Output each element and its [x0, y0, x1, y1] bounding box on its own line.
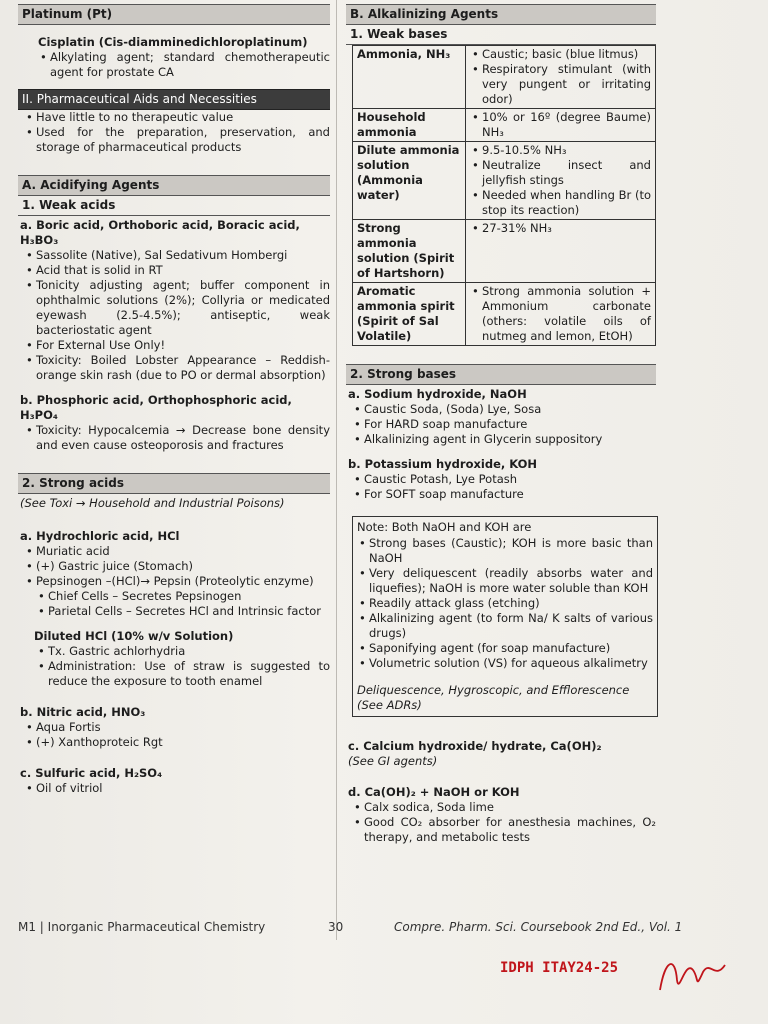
list-item: • Acid that is solid in RT: [36, 263, 330, 278]
list-item: • For External Use Only!: [36, 338, 330, 353]
base-name-cell: Dilute ammonia solution (Ammonia water): [353, 142, 466, 220]
caoh-note: (See GI agents): [348, 753, 438, 768]
list-item: • Administration: Use of straw is suggested to reduce the exposure to tooth enamel: [48, 659, 330, 689]
footer-course: M1 | Inorganic Pharmaceutical Chemistry: [18, 920, 266, 934]
phosphoric-title: b. Phosphoric acid, Orthophosphoric acid, H₃PO₄: [20, 393, 292, 422]
koh-title: b. Potassium hydroxide, KOH: [348, 457, 538, 471]
base-details-cell: [466, 46, 656, 109]
list-item: • Toxicity: Hypocalcemia → Decrease bone density and even cause osteoporosis and fractures: [36, 423, 330, 453]
footer-book: Compre. Pharm. Sci. Coursebook 2nd Ed., Vol. 1: [394, 920, 683, 934]
list-item: • Calx sodica, Soda lime: [364, 800, 656, 815]
hcl-title: a. Hydrochloric acid, HCl: [20, 529, 180, 543]
list-item: • Strong ammonia solution + Ammonium carbonate (others: volatile oils of nutmeg and lemon, EtOH): [482, 284, 651, 344]
dilute-hcl-title: Diluted HCl (10% w/v Solution): [34, 629, 234, 643]
table-row: [353, 142, 656, 220]
base-name-cell: Aromatic ammonia spirit (Spirit of Sal Volatile): [353, 283, 466, 346]
caoh-title: c. Calcium hydroxide/ hydrate, Ca(OH)₂: [348, 738, 602, 753]
footer-page-number: 30: [328, 920, 344, 934]
mix-title: d. Ca(OH)₂ + NaOH or KOH: [348, 784, 520, 799]
list-item: • Aqua Fortis: [36, 720, 330, 735]
base-name-cell: Strong ammonia solution (Spirit of Hartshorn): [353, 220, 466, 283]
note-footer: Deliquescence, Hygroscopic, and Efflorescence (See ADRs): [357, 682, 630, 712]
table-row: [353, 109, 656, 142]
list-item: • Oil of vitriol: [36, 781, 330, 796]
left-column: [18, 4, 330, 796]
list-item: • Needed when handling Br (to stop its reaction): [482, 188, 651, 218]
mix-list: [346, 800, 656, 845]
list-item: • Muriatic acid: [36, 544, 330, 559]
list-item: • Good CO₂ absorber for anesthesia machines, O₂ therapy, and metabolic tests: [364, 815, 656, 845]
list-item: • For SOFT soap manufacture: [364, 487, 656, 502]
base-details-cell: [466, 142, 656, 220]
list-item: • Sassolite (Native), Sal Sedativum Hombergi: [36, 248, 330, 263]
handwritten-note: IDPH ITAY24-25: [500, 960, 619, 976]
right-column: [346, 4, 656, 845]
list-item: • Parietal Cells – Secretes HCl and Intrinsic factor: [48, 604, 330, 619]
list-item: • Tonicity adjusting agent; buffer component in ophthalmic solutions (2%); Collyria or medicated eyewash (2.5-4.5%); antiseptic, weak bacteriostatic agent: [36, 278, 330, 338]
base-details-cell: [466, 109, 656, 142]
weak-bases-table: [352, 45, 656, 346]
list-item: • 9.5-10.5% NH₃: [482, 143, 651, 158]
list-item: • Toxicity: Boiled Lobster Appearance – Reddish-orange skin rash (due to PO or dermal absorption): [36, 353, 330, 383]
note-title: Note: Both NaOH and KOH are: [357, 520, 532, 534]
nitric-title: b. Nitric acid, HNO₃: [20, 705, 146, 719]
strong-acids-heading: 2. Strong acids: [18, 473, 330, 494]
platinum-header: Platinum (Pt): [18, 4, 330, 25]
alkalinizing-header: B. Alkalinizing Agents: [346, 4, 656, 25]
cisplatin-list: [18, 50, 330, 80]
list-item: • For HARD soap manufacture: [364, 417, 656, 432]
list-item: • Pepsinogen –(HCl)→ Pepsin (Proteolytic enzyme): [36, 574, 330, 589]
sulfuric-title: c. Sulfuric acid, H₂SO₄: [20, 766, 163, 780]
weak-acids-heading: 1. Weak acids: [18, 196, 330, 216]
strong-acids-note: (See Toxi → Household and Industrial Poisons): [20, 496, 285, 510]
nitric-list: [18, 720, 330, 750]
cisplatin-title: Cisplatin (Cis-diamminedichloroplatinum): [38, 35, 308, 49]
list-item: • Have little to no therapeutic value: [36, 110, 330, 125]
koh-list: [346, 472, 656, 502]
naoh-list: [346, 402, 656, 447]
list-item: • (+) Xanthoproteic Rgt: [36, 735, 330, 750]
list-item: • Used for the preparation, preservation, and storage of pharmaceutical products: [36, 125, 330, 155]
list-item: • Very deliquescent (readily absorbs water and liquefies); NaOH is more water soluble than KOH: [369, 566, 653, 596]
list-item: • Caustic; basic (blue litmus): [482, 47, 651, 62]
base-name-cell: Ammonia, NH₃: [353, 46, 466, 109]
list-item: • Alkalinizing agent (to form Na/ K salts of various drugs): [369, 611, 653, 641]
base-details-cell: [466, 283, 656, 346]
list-item: • Neutralize insect and jellyfish stings: [482, 158, 651, 188]
hcl-list: [18, 544, 330, 589]
list-item: • Caustic Soda, (Soda) Lye, Sosa: [364, 402, 656, 417]
list-item: • Caustic Potash, Lye Potash: [364, 472, 656, 487]
list-item: • Tx. Gastric achlorhydria: [48, 644, 330, 659]
weak-bases-heading: 1. Weak bases: [346, 25, 656, 45]
table-row: [353, 283, 656, 346]
section-list: [18, 110, 330, 155]
note-list: [357, 536, 653, 671]
hcl-sublist: [18, 589, 330, 619]
note-box: [352, 516, 658, 717]
base-name-cell: Household ammonia: [353, 109, 466, 142]
sulfuric-list: [18, 781, 330, 796]
list-item: • Readily attack glass (etching): [369, 596, 653, 611]
boric-list: [18, 248, 330, 383]
phosphoric-list: [18, 423, 330, 453]
dilute-hcl-list: [18, 644, 330, 689]
table-row: [353, 46, 656, 109]
strong-bases-heading: 2. Strong bases: [346, 364, 656, 385]
list-item: • Strong bases (Caustic); KOH is more basic than NaOH: [369, 536, 653, 566]
list-item: • (+) Gastric juice (Stomach): [36, 559, 330, 574]
list-item: • Alkylating agent; standard chemotherapeutic agent for prostate CA: [50, 50, 330, 80]
list-item: • Volumetric solution (VS) for aqueous alkalimetry: [369, 656, 653, 671]
list-item: • Alkalinizing agent in Glycerin suppository: [364, 432, 656, 447]
list-item: • Respiratory stimulant (with very pungent or irritating odor): [482, 62, 651, 107]
naoh-title: a. Sodium hydroxide, NaOH: [348, 387, 527, 401]
signature-icon: [655, 950, 735, 1000]
base-details-cell: [466, 220, 656, 283]
list-item: • Saponifying agent (for soap manufacture): [369, 641, 653, 656]
acidifying-header: A. Acidifying Agents: [18, 175, 330, 196]
list-item: • Chief Cells – Secretes Pepsinogen: [48, 589, 330, 604]
table-row: [353, 220, 656, 283]
list-item: • 27-31% NH₃: [482, 221, 651, 236]
boric-title: a. Boric acid, Orthoboric acid, Boracic acid, H₃BO₃: [20, 218, 300, 247]
column-divider: [336, 0, 337, 940]
section-header: II. Pharmaceutical Aids and Necessities: [18, 89, 330, 110]
list-item: • 10% or 16º (degree Baume) NH₃: [482, 110, 651, 140]
